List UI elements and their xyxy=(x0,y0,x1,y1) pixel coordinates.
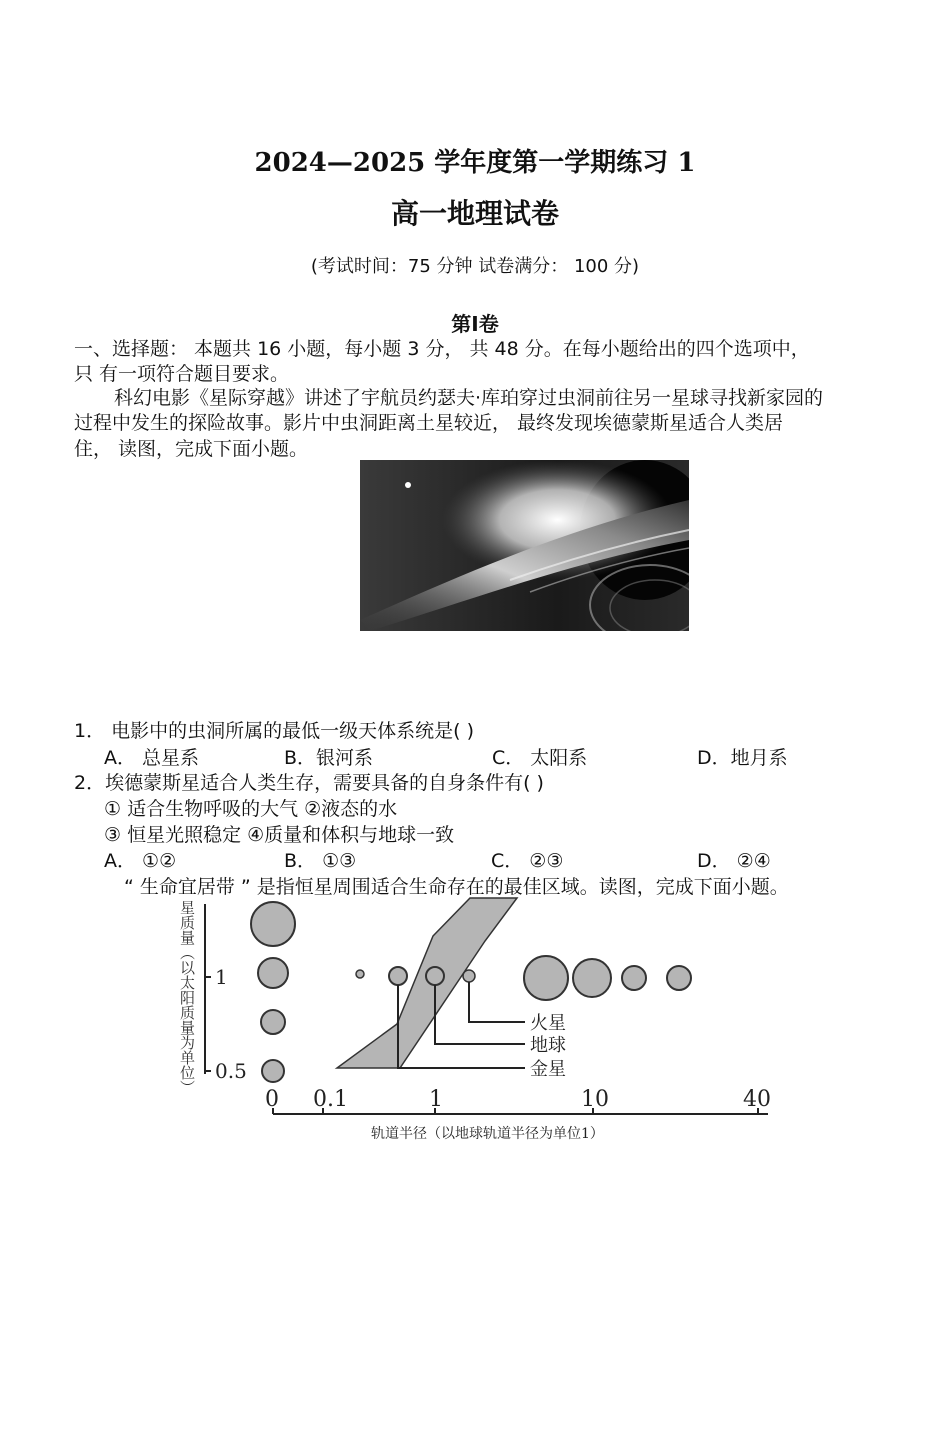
planet-saturn xyxy=(573,959,611,997)
planet-neptune xyxy=(667,966,691,990)
question-1-option-c[interactable]: C． 太阳系 xyxy=(492,747,588,769)
passage-2: “ 生命宜居带 ” 是指恒星周围适合生命存在的最佳区域。读图，完成下面小题。 xyxy=(124,876,789,898)
planet-jupiter xyxy=(524,956,568,1000)
star-mass-large xyxy=(251,902,295,946)
x-tick-label-01: 0.1 xyxy=(313,1087,348,1112)
question-2-option-b[interactable]: B． ①③ xyxy=(284,850,357,872)
question-2-option-a[interactable]: A． ①② xyxy=(104,850,177,872)
question-2-stem: 2．埃德蒙斯星适合人类生存，需要具备的自身条件有( ) xyxy=(74,772,544,794)
x-tick-label-40: 40 xyxy=(743,1087,771,1112)
leader-mars xyxy=(469,982,525,1022)
x-tick-label-10: 10 xyxy=(581,1087,609,1112)
label-venus: 金星 xyxy=(530,1059,566,1080)
planet-mercury xyxy=(356,970,364,978)
label-earth: 地球 xyxy=(530,1035,566,1056)
wormhole-image xyxy=(360,460,689,631)
habitable-zone-band xyxy=(337,898,517,1068)
star-mass-05 xyxy=(262,1060,284,1082)
question-1-option-a[interactable]: A． 总星系 xyxy=(104,747,200,769)
question-1-stem: 1． 电影中的虫洞所属的最低一级天体系统是( ) xyxy=(74,720,474,742)
planet-earth xyxy=(426,967,444,985)
x-tick-label-0: 0 xyxy=(265,1087,279,1112)
habitable-zone-chart xyxy=(175,896,795,1146)
question-1-option-d[interactable]: D．地月系 xyxy=(697,747,788,769)
chart-ylabel: 星质量（以太阳质量为单位） xyxy=(178,900,196,1095)
x-tick-label-1: 1 xyxy=(429,1087,443,1112)
section-intro-line1: 一、选择题： 本题共 16 小题，每小题 3 分， 共 48 分。在每小题给出的四个选项中， xyxy=(74,338,810,360)
question-2-option-d[interactable]: D． ②④ xyxy=(697,850,771,872)
question-2-statement-2: ③ 恒星光照稳定 ④质量和体积与地球一致 xyxy=(104,824,455,846)
passage-line1: 科幻电影《星际穿越》讲述了宇航员约瑟夫·库珀穿过虫洞前往另一星球寻找新家园的 xyxy=(114,387,824,409)
y-tick-label-1: 1 xyxy=(215,965,228,989)
label-mars: 火星 xyxy=(530,1013,566,1034)
y-tick-label-05: 0.5 xyxy=(215,1059,247,1083)
exam-info: (考试时间：75 分钟 试卷满分： 100 分) xyxy=(310,256,640,277)
volume-heading: 第I卷 xyxy=(451,312,499,336)
question-1-option-b[interactable]: B．银河系 xyxy=(284,747,374,769)
question-2-statement-1: ① 适合生物呼吸的大气 ②液态的水 xyxy=(104,798,398,820)
passage-line3: 住， 读图，完成下面小题。 xyxy=(74,438,309,460)
question-2-option-c[interactable]: C． ②③ xyxy=(491,850,564,872)
chart-xlabel: 轨道半径（以地球轨道半径为单位1） xyxy=(371,1126,604,1142)
passage-line2: 过程中发生的探险故事。影片中虫洞距离土星较近， 最终发现埃德蒙斯星适合人类居 xyxy=(74,412,784,434)
section-intro-line2: 只 有一项符合题目要求。 xyxy=(74,363,290,385)
planet-venus xyxy=(389,967,407,985)
star-mass-1 xyxy=(258,958,288,988)
planet-mars xyxy=(463,970,475,982)
paper-title-subject: 高一地理试卷 xyxy=(390,197,559,230)
star-mass-mid xyxy=(261,1010,285,1034)
planet-uranus xyxy=(622,966,646,990)
paper-title-year: 2024—2025 学年度第一学期练习 1 xyxy=(254,148,696,178)
